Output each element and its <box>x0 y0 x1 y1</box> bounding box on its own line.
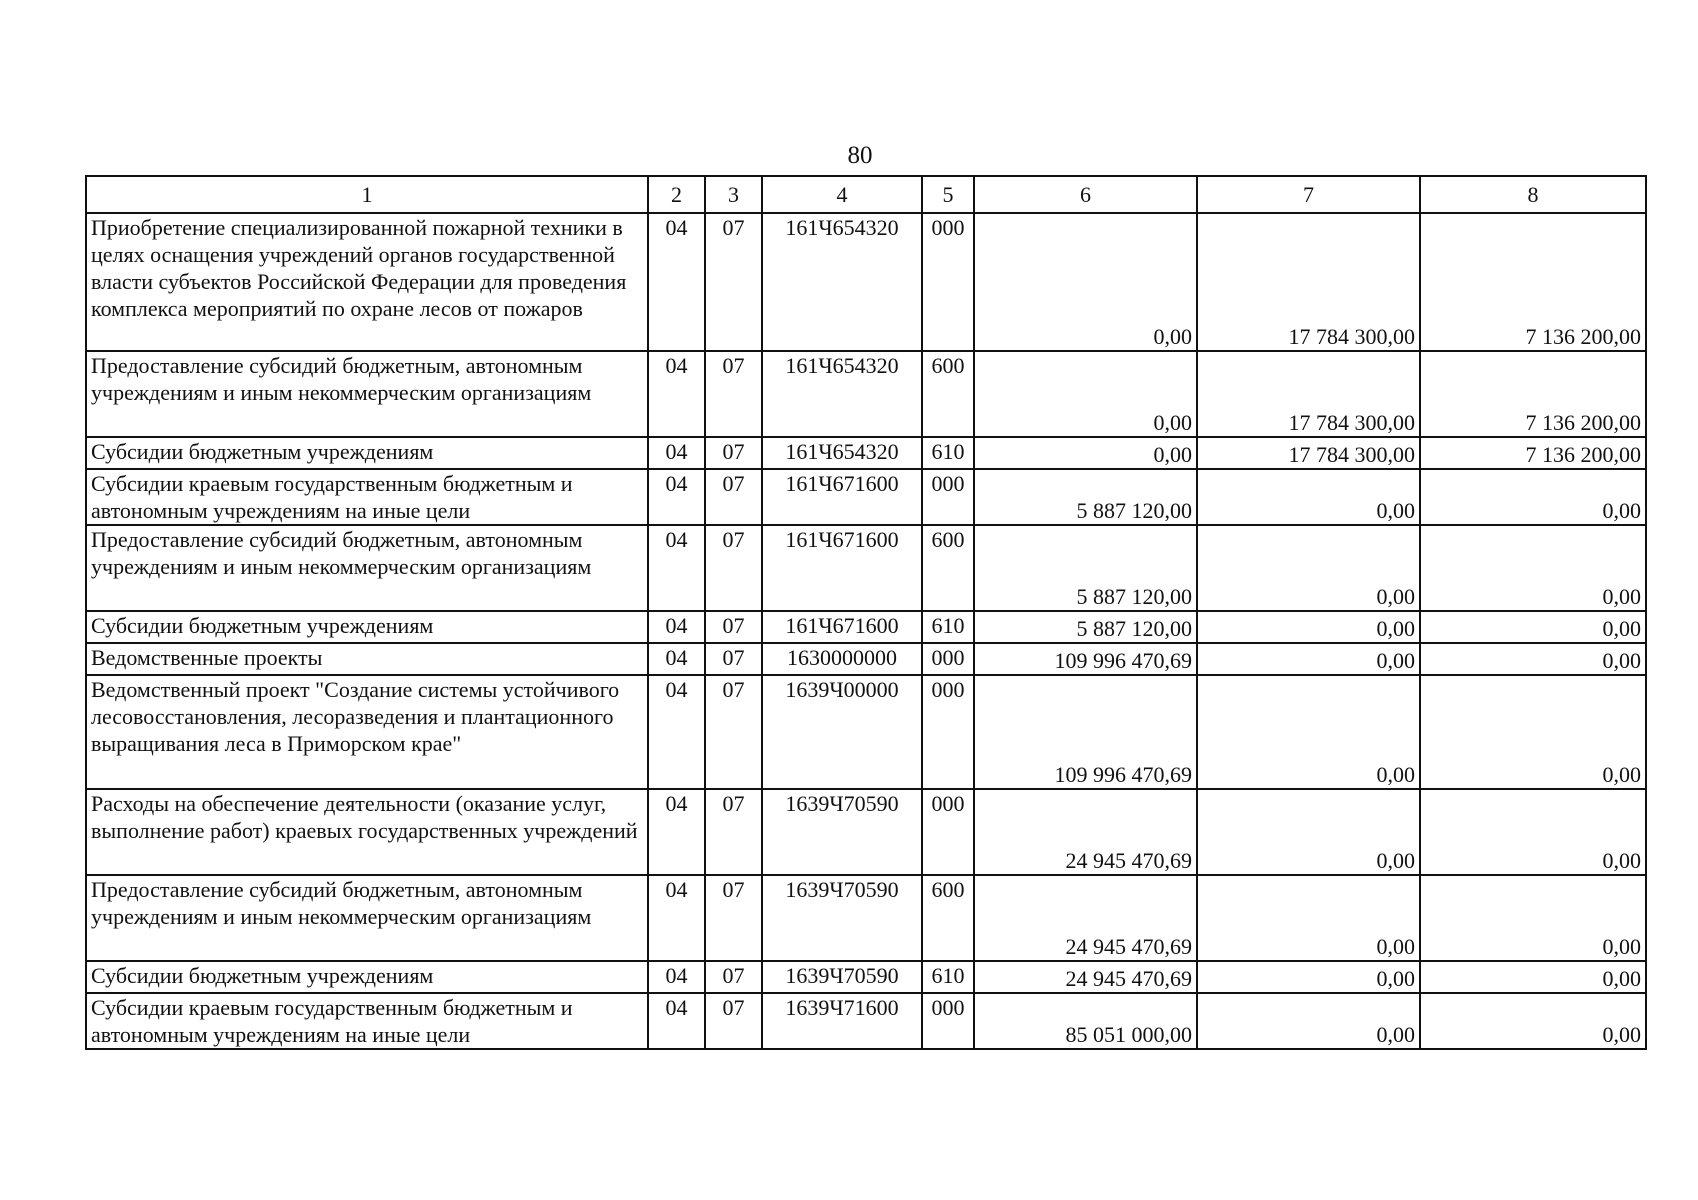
table-row <box>86 993 1646 1049</box>
row-name: Субсидии бюджетным учреждениям <box>86 437 648 469</box>
amount-col8: 0,00 <box>1420 643 1646 675</box>
subsection-code: 07 <box>705 351 762 437</box>
amount-col6: 24 945 470,69 <box>974 789 1197 875</box>
section-code: 04 <box>648 789 705 875</box>
table-header-row <box>86 176 1646 213</box>
amount-col6: 0,00 <box>974 437 1197 469</box>
subsection-code: 07 <box>705 961 762 993</box>
amount-col6: 0,00 <box>974 213 1197 351</box>
row-name: Субсидии краевым государственным бюджетным и автономным учреждениям на иные цели <box>86 993 648 1049</box>
section-code: 04 <box>648 675 705 789</box>
amount-col7: 0,00 <box>1197 525 1420 611</box>
target-article-code: 1639Ч70590 <box>762 789 922 875</box>
amount-col6: 109 996 470,69 <box>974 675 1197 789</box>
subsection-code: 07 <box>705 875 762 961</box>
expense-type-code: 000 <box>922 643 974 675</box>
amount-col6: 24 945 470,69 <box>974 875 1197 961</box>
expense-type-code: 610 <box>922 961 974 993</box>
amount-col7: 0,00 <box>1197 789 1420 875</box>
amount-col6: 5 887 120,00 <box>974 469 1197 525</box>
column-header: 1 <box>86 176 648 213</box>
target-article-code: 161Ч671600 <box>762 469 922 525</box>
section-code: 04 <box>648 643 705 675</box>
amount-col6: 5 887 120,00 <box>974 525 1197 611</box>
amount-col6: 0,00 <box>974 351 1197 437</box>
amount-col8: 0,00 <box>1420 611 1646 643</box>
target-article-code: 1639Ч70590 <box>762 875 922 961</box>
table-row <box>86 875 1646 961</box>
expense-type-code: 000 <box>922 213 974 351</box>
amount-col8: 0,00 <box>1420 525 1646 611</box>
subsection-code: 07 <box>705 675 762 789</box>
row-name: Расходы на обеспечение деятельности (оказание услуг, выполнение работ) краевых государственных учреждений <box>86 789 648 875</box>
column-header: 2 <box>648 176 705 213</box>
table-row <box>86 675 1646 789</box>
amount-col6: 109 996 470,69 <box>974 643 1197 675</box>
row-name: Предоставление субсидий бюджетным, автономным учреждениям и иным некоммерческим организациям <box>86 525 648 611</box>
amount-col7: 0,00 <box>1197 643 1420 675</box>
amount-col7: 0,00 <box>1197 611 1420 643</box>
amount-col7: 0,00 <box>1197 469 1420 525</box>
subsection-code: 07 <box>705 525 762 611</box>
amount-col7: 0,00 <box>1197 875 1420 961</box>
expense-type-code: 600 <box>922 351 974 437</box>
page-number: 80 <box>847 142 873 169</box>
subsection-code: 07 <box>705 213 762 351</box>
amount-col7: 0,00 <box>1197 961 1420 993</box>
table-row <box>86 611 1646 643</box>
column-header: 4 <box>762 176 922 213</box>
amount-col7: 17 784 300,00 <box>1197 213 1420 351</box>
row-name: Ведомственный проект "Создание системы устойчивого лесовосстановления, лесоразведения и плантационного выращивания леса в Приморском крае" <box>86 675 648 789</box>
table-row <box>86 789 1646 875</box>
target-article-code: 161Ч654320 <box>762 437 922 469</box>
amount-col8: 7 136 200,00 <box>1420 213 1646 351</box>
table-row <box>86 525 1646 611</box>
subsection-code: 07 <box>705 643 762 675</box>
section-code: 04 <box>648 611 705 643</box>
amount-col8: 0,00 <box>1420 961 1646 993</box>
amount-col7: 17 784 300,00 <box>1197 437 1420 469</box>
expense-type-code: 600 <box>922 875 974 961</box>
amount-col8: 0,00 <box>1420 993 1646 1049</box>
row-name: Предоставление субсидий бюджетным, автономным учреждениям и иным некоммерческим организациям <box>86 875 648 961</box>
subsection-code: 07 <box>705 993 762 1049</box>
target-article-code: 1630000000 <box>762 643 922 675</box>
row-name: Приобретение специализированной пожарной техники в целях оснащения учреждений органов государственной власти субъектов Российской Федерации для проведения комплекса мероприятий по охране лесов от пожаров <box>86 213 648 351</box>
target-article-code: 1639Ч71600 <box>762 993 922 1049</box>
column-header: 6 <box>974 176 1197 213</box>
budget-table <box>85 175 1647 1050</box>
subsection-code: 07 <box>705 611 762 643</box>
target-article-code: 1639Ч00000 <box>762 675 922 789</box>
section-code: 04 <box>648 993 705 1049</box>
amount-col6: 85 051 000,00 <box>974 993 1197 1049</box>
target-article-code: 161Ч654320 <box>762 351 922 437</box>
expense-type-code: 610 <box>922 437 974 469</box>
section-code: 04 <box>648 351 705 437</box>
column-header: 3 <box>705 176 762 213</box>
expense-type-code: 600 <box>922 525 974 611</box>
table-row <box>86 213 1646 351</box>
expense-type-code: 000 <box>922 675 974 789</box>
amount-col8: 0,00 <box>1420 675 1646 789</box>
amount-col7: 0,00 <box>1197 993 1420 1049</box>
amount-col8: 0,00 <box>1420 469 1646 525</box>
amount-col8: 0,00 <box>1420 875 1646 961</box>
target-article-code: 1639Ч70590 <box>762 961 922 993</box>
expense-type-code: 000 <box>922 789 974 875</box>
amount-col6: 24 945 470,69 <box>974 961 1197 993</box>
amount-col6: 5 887 120,00 <box>974 611 1197 643</box>
subsection-code: 07 <box>705 437 762 469</box>
row-name: Предоставление субсидий бюджетным, автономным учреждениям и иным некоммерческим организациям <box>86 351 648 437</box>
amount-col7: 17 784 300,00 <box>1197 351 1420 437</box>
section-code: 04 <box>648 213 705 351</box>
expense-type-code: 610 <box>922 611 974 643</box>
table-row <box>86 351 1646 437</box>
row-name: Субсидии бюджетным учреждениям <box>86 611 648 643</box>
target-article-code: 161Ч671600 <box>762 611 922 643</box>
subsection-code: 07 <box>705 789 762 875</box>
section-code: 04 <box>648 875 705 961</box>
table-row <box>86 643 1646 675</box>
expense-type-code: 000 <box>922 993 974 1049</box>
target-article-code: 161Ч654320 <box>762 213 922 351</box>
section-code: 04 <box>648 525 705 611</box>
row-name: Субсидии бюджетным учреждениям <box>86 961 648 993</box>
column-header: 7 <box>1197 176 1420 213</box>
expense-type-code: 000 <box>922 469 974 525</box>
column-header: 5 <box>922 176 974 213</box>
section-code: 04 <box>648 961 705 993</box>
table-row <box>86 961 1646 993</box>
subsection-code: 07 <box>705 469 762 525</box>
row-name: Ведомственные проекты <box>86 643 648 675</box>
amount-col8: 7 136 200,00 <box>1420 351 1646 437</box>
amount-col8: 0,00 <box>1420 789 1646 875</box>
column-header: 8 <box>1420 176 1646 213</box>
target-article-code: 161Ч671600 <box>762 525 922 611</box>
amount-col8: 7 136 200,00 <box>1420 437 1646 469</box>
amount-col7: 0,00 <box>1197 675 1420 789</box>
section-code: 04 <box>648 437 705 469</box>
table-row <box>86 469 1646 525</box>
section-code: 04 <box>648 469 705 525</box>
table-row <box>86 437 1646 469</box>
row-name: Субсидии краевым государственным бюджетным и автономным учреждениям на иные цели <box>86 469 648 525</box>
